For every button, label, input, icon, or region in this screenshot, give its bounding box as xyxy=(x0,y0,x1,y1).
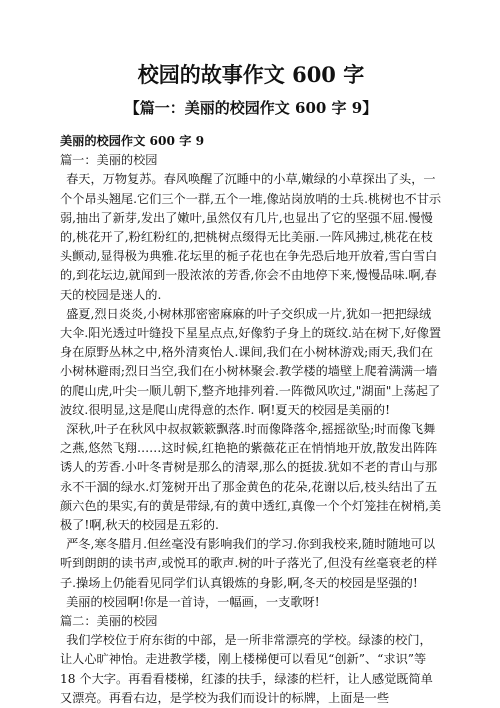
document-body xyxy=(60,132,442,708)
paragraph: 美丽的校园啊!你是一首诗，一幅画，一支歌呀! xyxy=(66,594,320,609)
paragraph: 我们学校位于府东街的中部，是一所非常漂亮的学校。绿漆的校门，让人心旷神怡。走进教学楼，刚上楼梯便可以看见“创新”、“求识”等 18 个大字。再看看楼梯，红漆的扶手，绿漆的栏杆，让人感觉既简单又漂亮。再看右边，是学校为我们而设计的标牌，上面是一些 xyxy=(60,633,433,705)
page-subtitle: 【篇一：美丽的校园作文 600 字 9】 xyxy=(124,99,378,117)
paragraph: 严冬,寒冬腊月.但丝毫没有影响我们的学习.你到我校来,随时随地可以听到朗朗的读书声,或悦耳的歌声.树的叶子落光了,但没有丝毫衰老的样子.操场上仍能看见同学们认真锻炼的身影,啊,冬天的校园是坚强的! xyxy=(60,537,438,590)
paragraph: 篇二：美丽的校园 xyxy=(60,614,158,629)
paragraph: 春天，万物复苏。春风唤醒了沉睡中的小草,嫩绿的小草探出了头，一个个昂头翘尾.它们三个一群,五个一堆,像站岗放哨的士兵.桃树也不甘示弱,抽出了新芽,发出了嫩叶,虽然仅有几片,也显出了它的坚强不屈.慢慢的,桃花开了,粉红粉红的,把桃树点缀得无比美丽.一阵风拂过,桃花在枝头颤动,显得极为典雅.花坛里的栀子花也在争先恐后地开放着,雪白雪白的,到花坛边,就闻到一股浓浓的芳香,你会不由地停下来,慢慢品味.啊,春天的校园是迷人的. xyxy=(60,172,442,302)
paragraph: 篇一：美丽的校园 xyxy=(60,153,158,168)
paragraph: 美丽的校园作文 600 字 9 xyxy=(60,134,205,148)
page-title: 校园的故事作文 600 字 xyxy=(137,62,365,87)
paragraph: 盛夏,烈日炎炎,小树林那密密麻麻的叶子交织成一片,犹如一把把绿绒大伞.阳光透过叶缝投下星星点点,好像豹子身上的斑纹.站在树下,好像置身在原野丛林之中,格外清爽怡人.课间,我们在小树林游戏;雨天,我们在小树林避雨;烈日当空,我们在小树林聚会.教学楼的墙壁上爬着满满一墙的爬山虎,叶尖一顺儿朝下,整齐地排列着.一阵微风吹过,"湖面"上荡起了波纹.很明显,这是爬山虎得意的杰作. 啊!夏天的校园是美丽的! xyxy=(60,306,442,417)
paragraph: 深秋,叶子在秋风中叔叔簌簌飘落.时而像降落伞,摇摇欲坠;时而像飞舞之燕,悠然飞翔……这时候,红艳艳的紫薇花正在悄悄地开放,散发出阵阵诱人的芳香.小叶冬青树是那么的清翠,那么的挺拔.犹如不老的青山与那永不干涸的绿水.灯笼树开出了那金黄色的花朵,花谢以后,枝头结出了五颜六色的果实,有的黄是带绿,有的黄中透红,真像一个个灯笼挂在树梢,美极了!啊,秋天的校园是五彩的. xyxy=(60,422,442,533)
